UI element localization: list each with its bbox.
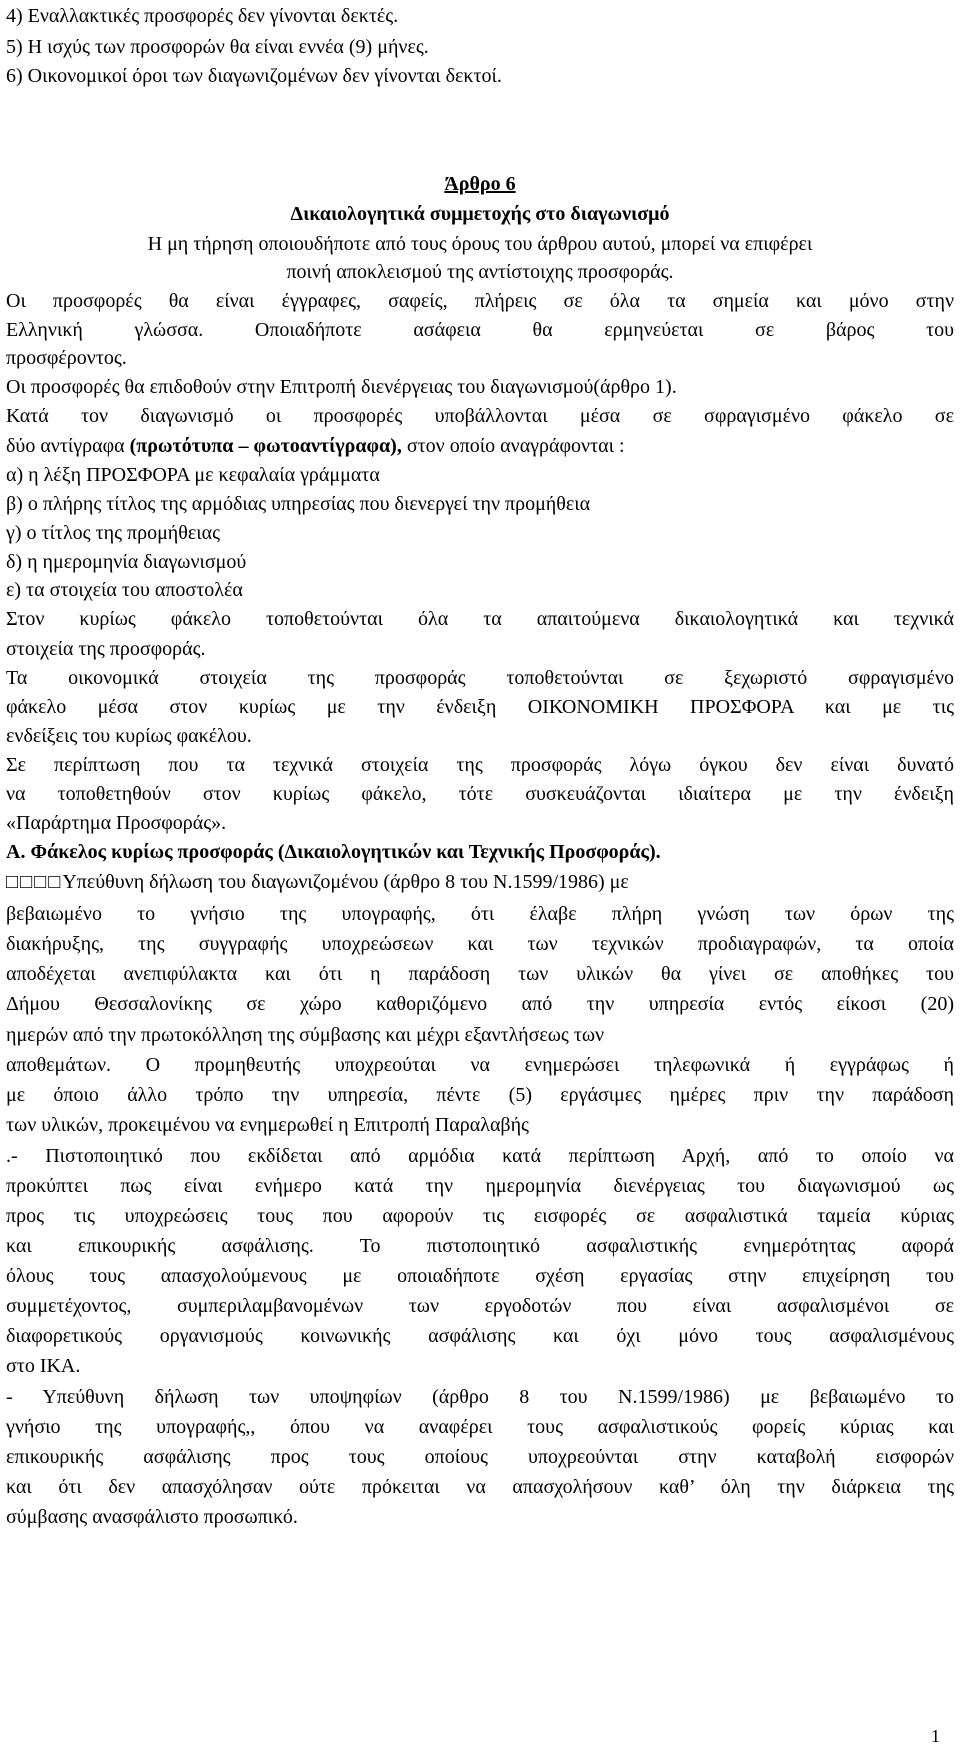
paragraph-line: αποθεμάτων. Ο προμηθευτής υποχρεούται να ενημερώσει τηλεφωνικά ή εγγράφως ή (6, 1054, 954, 1076)
paragraph-line: ενδείξεις του κυρίως φακέλου. (6, 725, 252, 747)
paragraph-line: «Παράρτημα Προσφοράς». (6, 812, 227, 834)
list-item: β) ο πλήρης τίτλος της αρμόδιας υπηρεσίας που διενεργεί την προμήθεια (6, 493, 591, 515)
paragraph-line: και επικουρικής ασφάλισης. Το πιστοποιητικό ασφαλιστικής ενημερότητας αφορά (6, 1235, 954, 1257)
paragraph-line: Οι προσφορές θα είναι έγγραφες, σαφείς, πλήρεις σε όλα τα σημεία και μόνο στην (6, 290, 954, 312)
paragraph-line: διακήρυξης, της συγγραφής υποχρεώσεων και των τεχνικών προδιαγραφών, τα οποία (6, 933, 954, 955)
paragraph-line: Στον κυρίως φάκελο τοποθετούνται όλα τα απαιτούμενα δικαιολογητικά και τεχνικά (6, 608, 954, 630)
list-item: ε) τα στοιχεία του αποστολέα (6, 579, 243, 601)
list-item: γ) ο τίτλος της προμήθειας (6, 522, 221, 544)
item-4: 4) Εναλλακτικές προσφορές δεν γίνονται δεκτές. (6, 5, 399, 27)
article-intro-line: ποινή αποκλεισμού της αντίστοιχης προσφοράς. (286, 261, 674, 283)
paragraph-line: .- Πιστοποιητικό που εκδίδεται από αρμόδια κατά περίπτωση Αρχή, από το οποίο να (6, 1145, 954, 1167)
article-intro-line: Η μη τήρηση οποιουδήποτε από τους όρους του άρθρου αυτού, μπορεί να επιφέρει (147, 233, 813, 255)
paragraph-line: στο ΙΚΑ. (6, 1355, 81, 1377)
paragraph-line: Δήμου Θεσσαλονίκης σε χώρο καθοριζόμενο από την υπηρεσία εντός είκοσι (20) (6, 993, 954, 1015)
paragraph-line: γνήσιο της υπογραφής,, όπου να αναφέρει τους ασφαλιστικούς φορείς κύριας και (6, 1416, 954, 1438)
paragraph-line: και ότι δεν απασχόλησαν ούτε πρόκειται να απασχολήσουν καθ’ όλη την διάρκεια της (6, 1476, 954, 1498)
paragraph-line: Τα οικονομικά στοιχεία της προσφοράς τοποθετούνται σε ξεχωριστό σφραγισμένο (6, 667, 954, 689)
paragraph-line: προκύπτει πως είναι ενήμερο κατά την ημερομηνία διενέργειας του διαγωνισμού ως (6, 1175, 954, 1197)
paragraph-line: αποδέχεται ανεπιφύλακτα και ότι η παράδοση των υλικών θα γίνει σε αποθήκες του (6, 963, 954, 985)
item-6: 6) Οικονομικοί όροι των διαγωνιζομένων δεν γίνονται δεκτοί. (6, 65, 502, 87)
paragraph-line: - Υπεύθυνη δήλωση των υποψηφίων (άρθρο 8 του Ν.1599/1986) με βεβαιωμένο το (6, 1386, 954, 1408)
paragraph-line: προσφέροντος. (6, 347, 127, 369)
paragraph-line: επικουρικής ασφάλισης προς τους οποίους υποχρεούνται στην καταβολή εισφορών (6, 1446, 954, 1468)
paragraph-line: φάκελο μέσα στον κυρίως με την ένδειξη ΟΙΚΟΝΟΜΙΚΗ ΠΡΟΣΦΟΡΑ και με τις (6, 696, 954, 718)
paragraph-line: Ελληνική γλώσσα. Οποιαδήποτε ασάφεια θα ερμηνεύεται σε βάρος του (6, 319, 954, 341)
declaration-first-line: □□□□Υπεύθυνη δήλωση του διαγωνιζομένου (άρθρο 8 του Ν.1599/1986) με (6, 871, 629, 893)
checkbox-glyphs: □□□□ (6, 871, 63, 893)
paragraph-line: με όποιο άλλο τρόπο την υπηρεσία, πέντε (5) εργάσιμες ημέρες πριν την παράδοση (6, 1084, 954, 1106)
page-number: 1 (931, 1726, 940, 1746)
paragraph-line: σύμβασης ανασφάλιστο προσωπικό. (6, 1506, 298, 1528)
article-number: Άρθρο 6 (444, 173, 516, 195)
paragraph-line: των υλικών, προκειμένου να ενημερωθεί η Επιτροπή Παραλαβής (6, 1114, 529, 1136)
section-a-heading: Α. Φάκελος κυρίως προσφοράς (Δικαιολογητικών και Τεχνικής Προσφοράς). (6, 841, 661, 863)
bold-phrase: (πρωτότυπα – φωτοαντίγραφα), (129, 435, 402, 457)
paragraph-line: να τοποθετηθούν στον κυρίως φάκελο, τότε συσκευάζονται ιδιαίτερα με την ένδειξη (6, 783, 954, 805)
paragraph-line: βεβαιωμένο το γνήσιο της υπογραφής, ότι έλαβε πλήρη γνώση των όρων της (6, 903, 954, 925)
paragraph-line: δύο αντίγραφα (πρωτότυπα – φωτοαντίγραφα), στον οποίο αναγράφονται : (6, 435, 625, 457)
paragraph-line: στοιχεία της προσφοράς. (6, 638, 206, 660)
paragraph-line: Σε περίπτωση που τα τεχνικά στοιχεία της προσφοράς λόγω όγκου δεν είναι δυνατό (6, 754, 954, 776)
paragraph-line: προς τις υποχρεώσεις τους που αφορούν τις εισφορές σε ασφαλιστικά ταμεία κύριας (6, 1205, 954, 1227)
paragraph-line: ημερών από την πρωτοκόλληση της σύμβασης και μέχρι εξαντλήσεως των (6, 1024, 605, 1046)
paragraph-line: όλους τους απασχολούμενους με οποιαδήποτε σχέση εργασίας στην επιχείρηση του (6, 1265, 954, 1287)
list-item: α) η λέξη ΠΡΟΣΦΟΡΑ με κεφαλαία γράμματα (6, 464, 380, 486)
paragraph-line: διαφορετικούς οργανισμούς κοινωνικής ασφάλισης και όχι μόνο τους ασφαλισμένους (6, 1325, 954, 1347)
paragraph-line: συμμετέχοντος, συμπεριλαμβανομένων των εργοδοτών που είναι ασφαλισμένοι σε (6, 1295, 954, 1317)
paragraph-line: Κατά τον διαγωνισμό οι προσφορές υποβάλλονται μέσα σε σφραγισμένο φάκελο σε (6, 405, 954, 427)
article-title: Δικαιολογητικά συμμετοχής στο διαγωνισμό (290, 203, 670, 225)
paragraph-line: Οι προσφορές θα επιδοθούν στην Επιτροπή διενέργειας του διαγωνισμού(άρθρο 1). (6, 376, 677, 398)
item-5: 5) Η ισχύς των προσφορών θα είναι εννέα (9) μήνες. (6, 36, 429, 58)
list-item: δ) η ημερομηνία διαγωνισμού (6, 551, 247, 573)
